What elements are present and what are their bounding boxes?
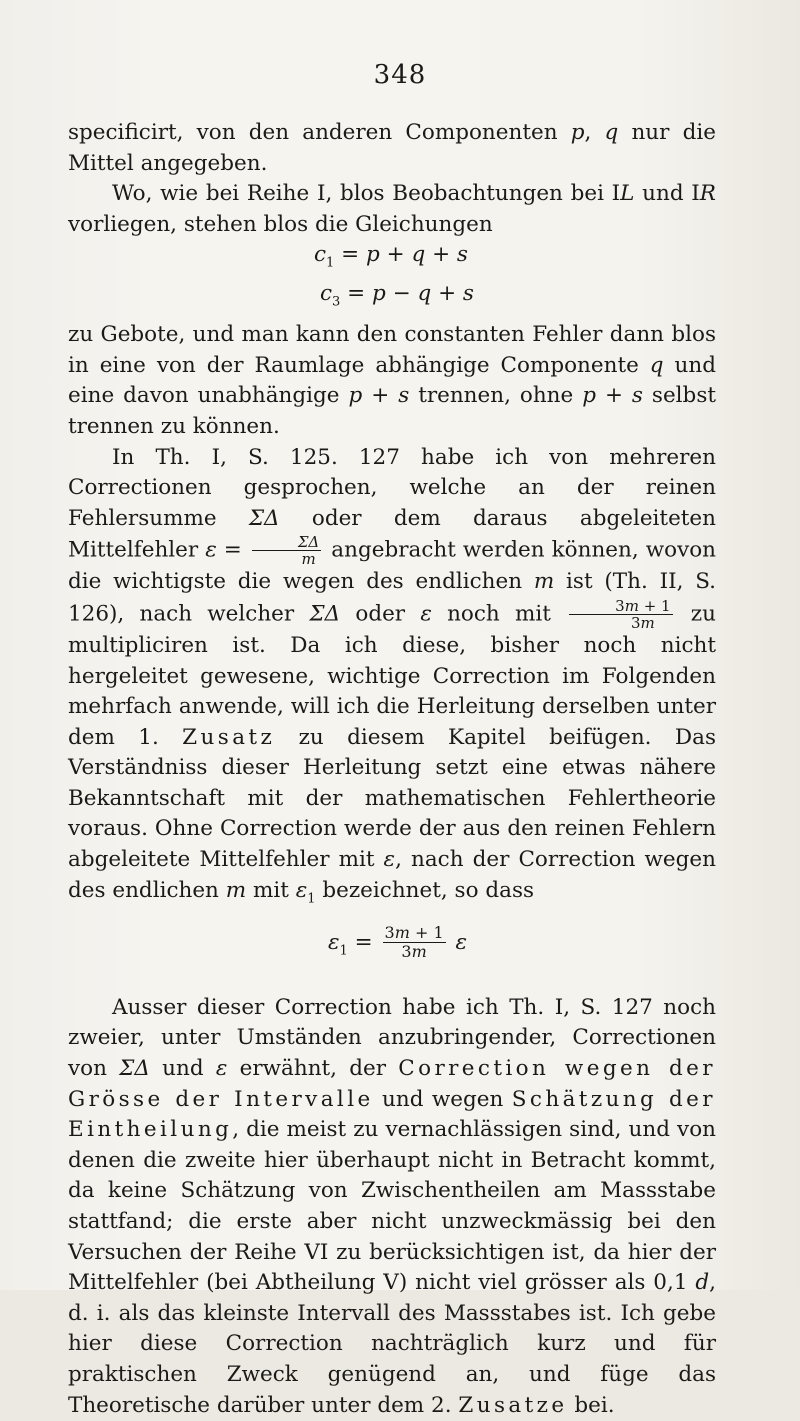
equation-3: $\varepsilon_1$ = $\frac{3m + 1}{3m}$ ε (328, 923, 468, 962)
paragraph-5: Ausser dieser Correction habe ich Th. I, S. 127 noch zweier, unter Umständen anzubringender, Correctionen von ΣΔ und ε erwähnt, der Correction wegen der Grösse der Intervalle und wegen Schätzung der Eintheilung, die meist zu vernachlässigen sind, und von denen die zweite hier überhaupt nicht in Betracht kommt, da keine Schätzung von Zwischentheilen am Massstabe stattfand; die erste aber nicht unzweckmässig bei den Versuchen der Reihe VI zu berücksichtigen ist, da hier der Mittelfehler (bei Abtheilung V) nicht viel grösser als 0,1 d, d. i. als das kleinste Intervall des Massstabes ist. Ich gebe hier diese Correction nachträglich kurz und für praktischen Zweck genügend an, und füge das Theoretische darüber unter dem 2. Zusatze bei. (68, 994, 716, 1418)
paragraph-2: Wo, wie bei Reihe I, blos Beobachtungen bei IL und IR vorliegen, stehen blos die Gleichungen (68, 181, 716, 237)
page-number: 348 (373, 60, 427, 90)
equation-2: $c_3 = p - q + s$ (320, 281, 474, 310)
equation-1: $c_1 = p + q + s$ (314, 242, 468, 271)
fraction-sum-over-m: $\frac{\Sigma\Delta}{m}$ (252, 534, 321, 567)
paragraph-3: zu Gebote, und man kann den constanten Fehler dann blos in eine von der Raumlage abhängige Componente q und eine davon unabhängige p + s trennen, ohne p + s selbst trennen zu können. (68, 322, 716, 439)
body-text (68, 118, 716, 1421)
paragraph-4: In Th. I, S. 125. 127 habe ich von mehreren Correctionen gesprochen, welche an der reinen Fehlersumme ΣΔ oder dem daraus abgeleiteten Mittelfehler ε = $\frac{\Sigma\Delta}{m}$ angebracht werden können, wovon die wichtigste die wegen des endlichen m ist (Th. II, S. 126), nach welcher ΣΔ oder ε noch mit $\frac{3m + 1}{3m}$ zu multipliciren ist. Da ich diese, bisher noch nicht hergeleitet gewesene, wichtige Correction im Folgenden mehrfach anwende, will ich die Herleitung derselben unter dem 1. Zusatz zu diesem Kapitel beifügen. Das Verständniss dieser Herleitung setzt eine etwas nähere Bekanntschaft mit der mathematischen Fehlertheorie voraus. Ohne Correction werde der aus den reinen Fehlern abgeleitete Mittelfehler mit ε, nach der Correction wegen des endlichen m mit $\varepsilon_1$ bezeichnet, so dass (68, 444, 717, 906)
fraction-correction-factor: $\frac{3m + 1}{3m}$ (569, 598, 672, 631)
paragraph-1: specificirt, von den anderen Componenten p, q nur die Mittel angegeben. (68, 120, 716, 176)
